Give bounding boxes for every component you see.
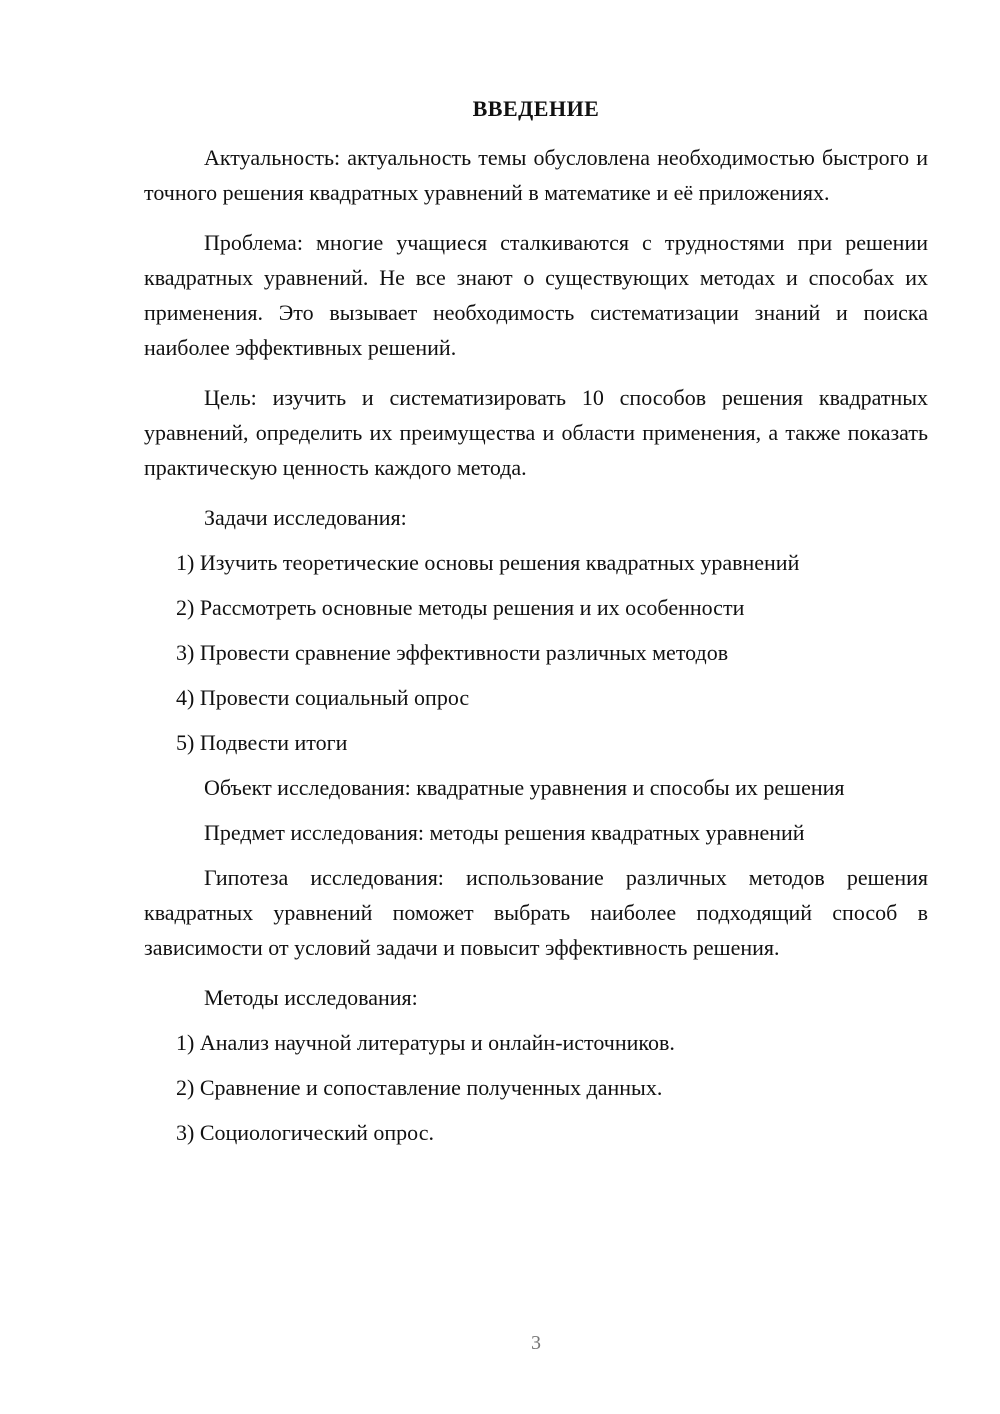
methods-heading: Методы исследования: [204,985,418,1010]
relevance-paragraph: Актуальность: актуальность темы обусловлена необходимостью быстрого и точного решения квадратных уравнений в математике и её приложениях. [144,145,928,205]
page-number: 3 [531,1332,541,1354]
methods-list [144,1025,928,1150]
problem-paragraph: Проблема: многие учащиеся сталкиваются с трудностями при решении квадратных уравнений. Не все знают о существующих методах и способах их применения. Это вызывает необходимость систематизации знаний и поиска наиболее эффективных решений. [144,230,928,360]
task-item: 2) Рассмотреть основные методы решения и их особенности [176,595,745,620]
task-item: 4) Провести социальный опрос [176,685,470,710]
task-item: 5) Подвести итоги [176,730,348,755]
method-item: 3) Социологический опрос. [176,1120,434,1145]
page-body [144,140,928,1160]
tasks-list [144,545,928,760]
task-item: 3) Провести сравнение эффективности различных методов [176,640,729,665]
page-title: ВВЕДЕНИЕ [472,96,600,121]
task-item: 1) Изучить теоретические основы решения квадратных уравнений [176,550,800,575]
method-item: 2) Сравнение и сопоставление полученных данных. [176,1075,663,1100]
goal-paragraph: Цель: изучить и систематизировать 10 способов решения квадратных уравнений, определить их преимущества и области применения, а также показать практическую ценность каждого метода. [144,385,928,480]
hypothesis-paragraph: Гипотеза исследования: использование различных методов решения квадратных уравнений поможет выбрать наиболее подходящий способ в зависимости от условий задачи и повысит эффективность решения. [144,865,928,960]
tasks-heading: Задачи исследования: [204,505,407,530]
subject-paragraph: Предмет исследования: методы решения квадратных уравнений [204,820,805,845]
method-item: 1) Анализ научной литературы и онлайн-источников. [176,1030,675,1055]
object-paragraph: Объект исследования: квадратные уравнения и способы их решения [204,775,845,800]
